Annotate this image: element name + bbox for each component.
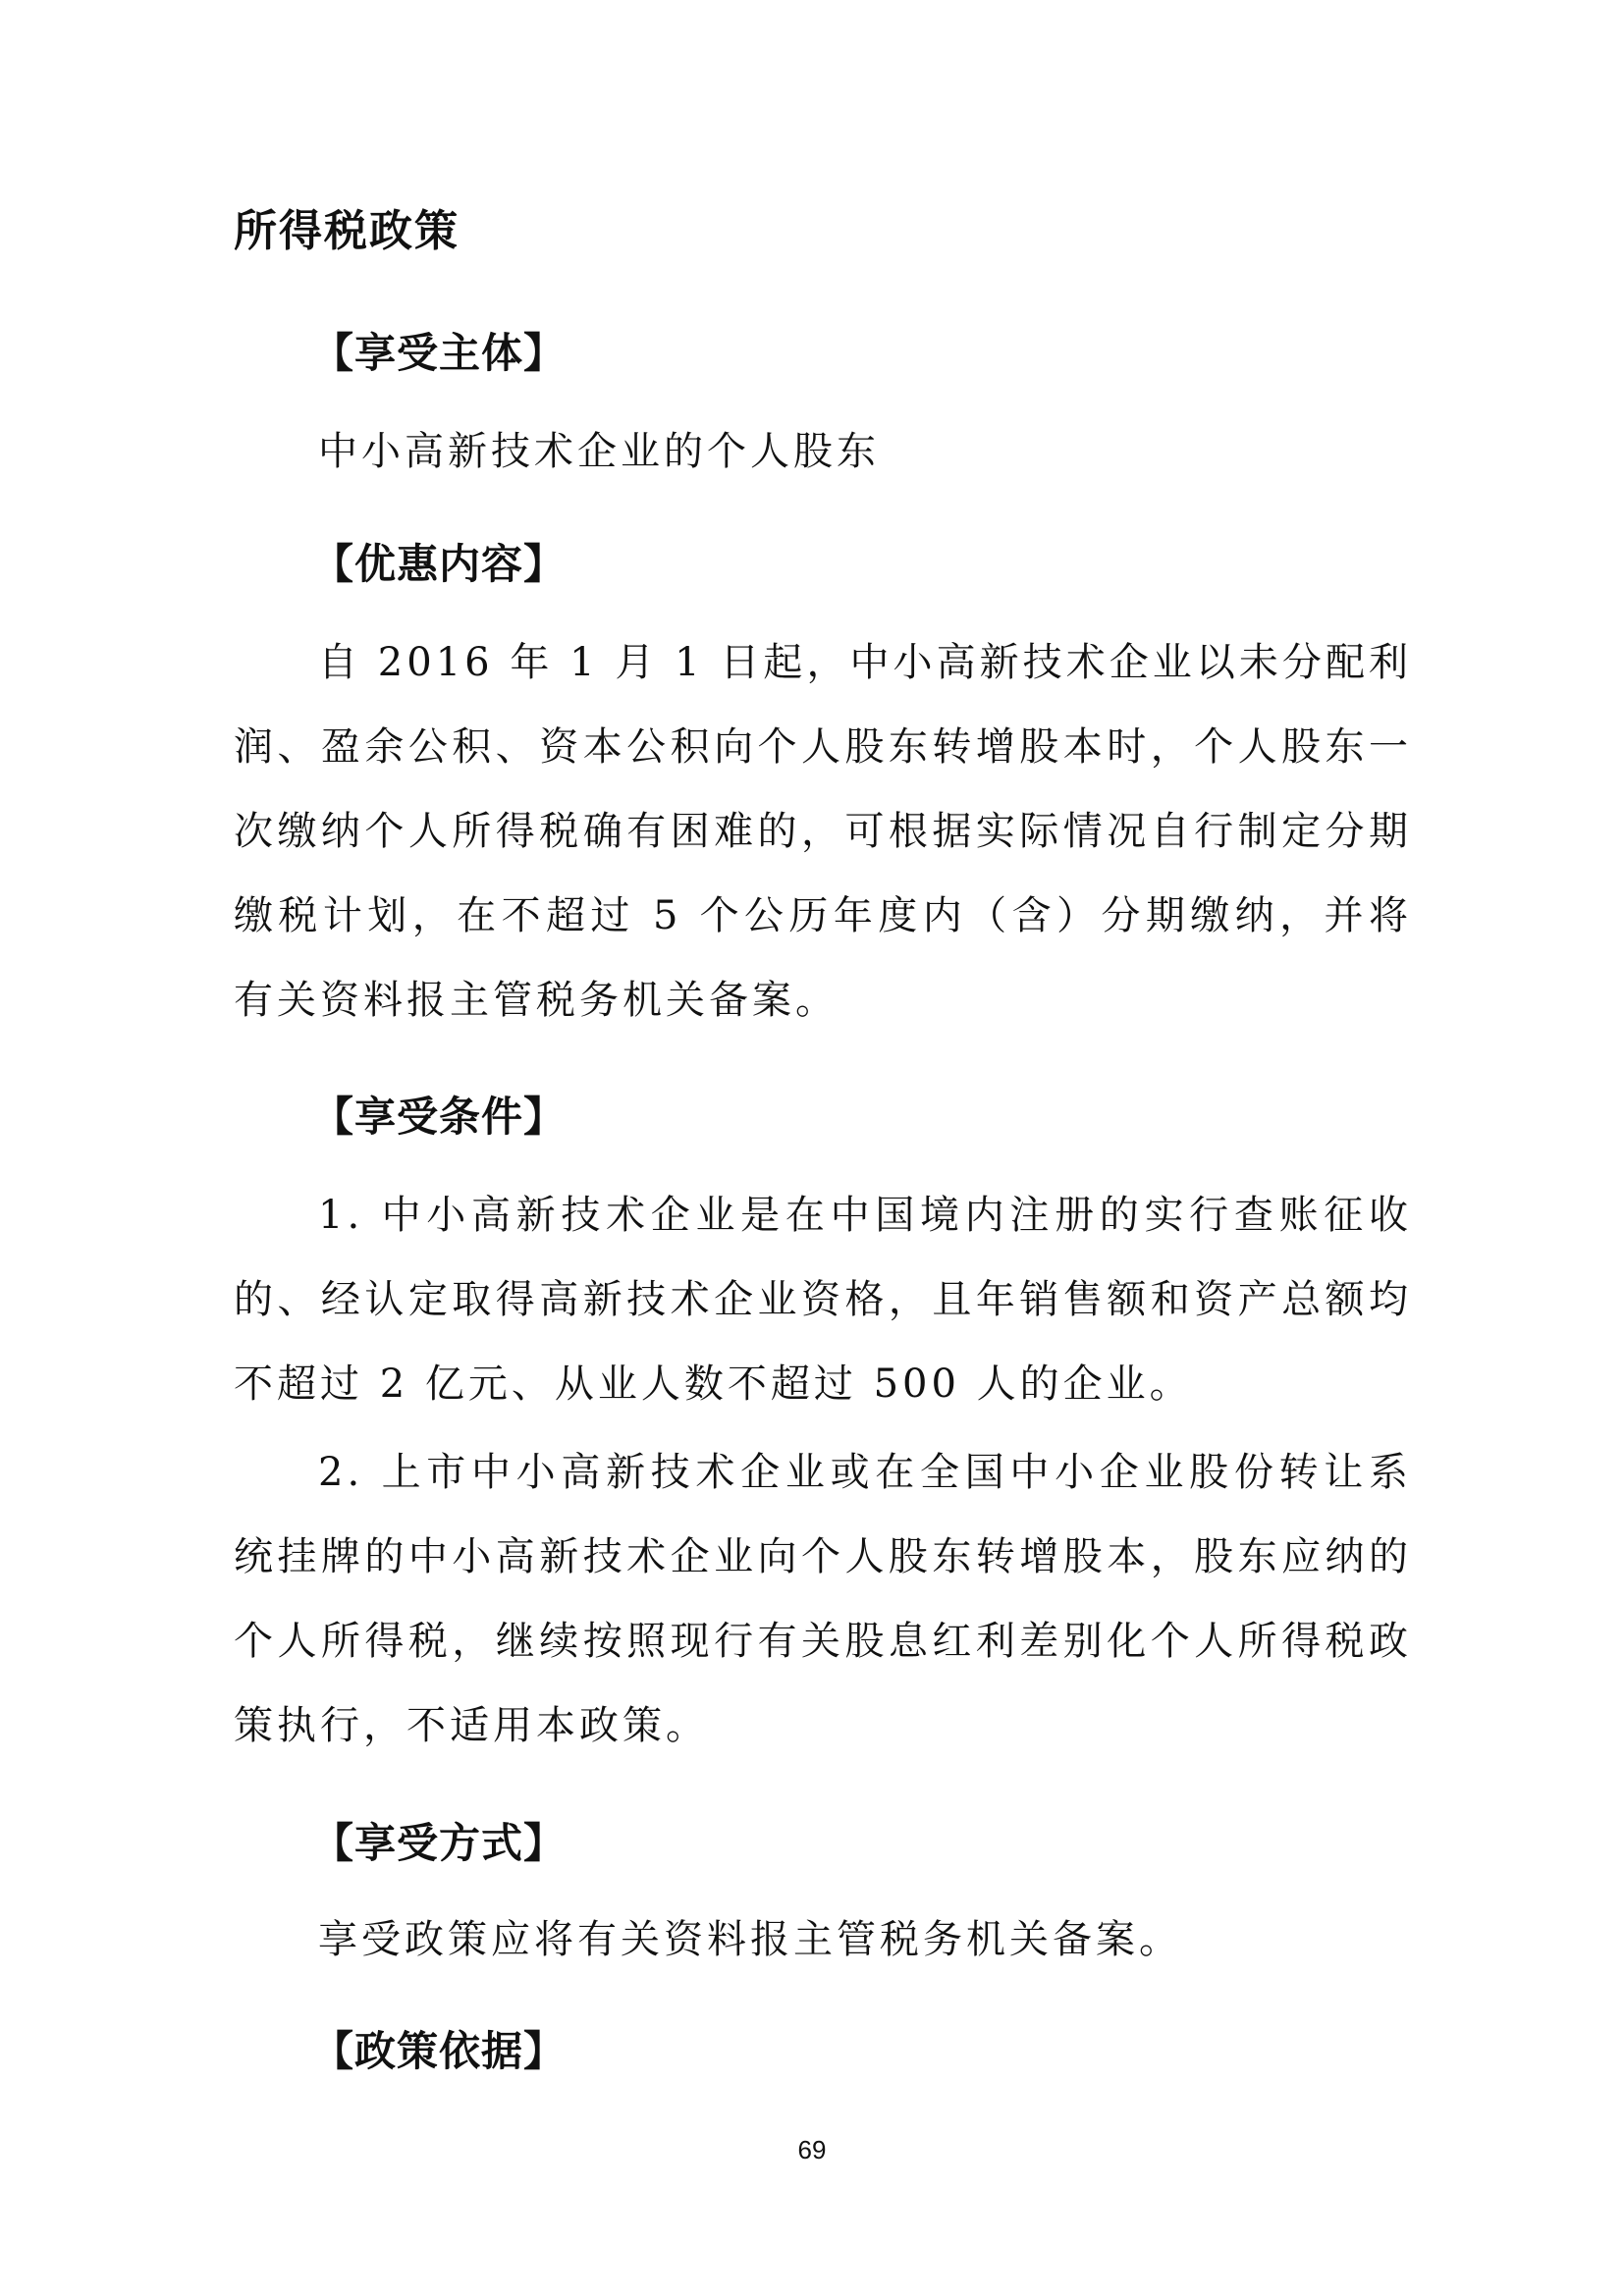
paragraph-condition-1: 1. 中小高新技术企业是在中国境内注册的实行查账征收的、经认定取得高新技术企业资格，且年销售额和资产总额均不超过 2 亿元、从业人数不超过 500 人的企业。 bbox=[234, 1193, 1412, 1407]
section-heading-beneficiary: 【享受主体】 bbox=[312, 329, 567, 377]
paragraph-condition-2: 2. 上市中小高新技术企业或在全国中小企业股份转让系统挂牌的中小高新技术企业向个人股东转增股本，股东应纳的个人所得税，继续按照现行有关股息红利差别化个人所得税政策执行，不适用本政策。 bbox=[234, 1450, 1412, 1748]
paragraph-preferential-content: 自 2016 年 1 月 1 日起，中小高新技术企业以未分配利润、盈余公积、资本公积向个人股东转增股本时，个人股东一次缴纳个人所得税确有困难的，可根据实际情况自行制定分期缴税计划，在不超过 5 个公历年度内（含）分期缴纳，并将有关资料报主管税务机关备案。 bbox=[234, 640, 1412, 1023]
paragraph-method: 享受政策应将有关资料报主管税务机关备案。 bbox=[318, 1917, 1182, 1962]
section-heading-method: 【享受方式】 bbox=[312, 1819, 567, 1867]
section-heading-conditions: 【享受条件】 bbox=[312, 1093, 567, 1141]
page-title: 所得税政策 bbox=[234, 206, 460, 256]
section-heading-preferential-content: 【优惠内容】 bbox=[312, 540, 567, 588]
section-heading-policy-basis: 【政策依据】 bbox=[312, 2027, 567, 2075]
paragraph-beneficiary: 中小高新技术企业的个人股东 bbox=[318, 429, 880, 474]
page-number: 69 bbox=[797, 2135, 827, 2164]
